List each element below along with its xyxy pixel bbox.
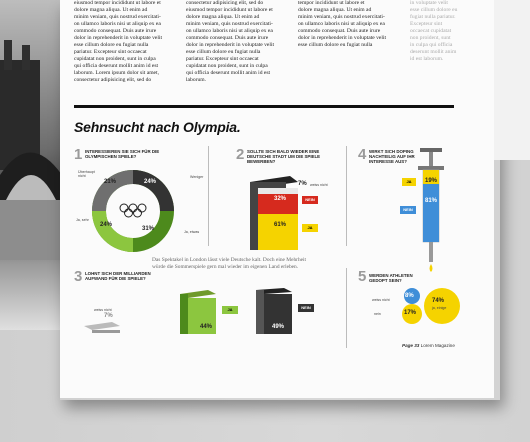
body-text-line: non proident, sunt [410, 35, 451, 41]
tag-nein-4: NEIN [400, 206, 416, 214]
section-rule [74, 105, 454, 108]
magazine-page [60, 0, 494, 398]
caption-line: Das Spektakel in London lässt viele Deutsche kalt. Doch eine Mehrheit [152, 257, 307, 263]
body-text-line: cupidatat non proident, sunt in culpa [74, 56, 156, 62]
text-column-1 [74, 0, 174, 84]
body-text-line: esse cillum dolore eu fugiat nulla [74, 42, 149, 48]
body-text-line: commodo consequat. Duis aute irure [298, 28, 381, 34]
divider [208, 146, 209, 246]
body-text-line: laborum. Lorem ipsum dolor sit amet, [74, 70, 159, 76]
question-1: INTERESSIEREN SIE SICH FÜR DIE OLYMPISCHEN SPIELE? [85, 149, 160, 160]
body-text-line: esse cillum dolore eu fugiat nulla [298, 42, 373, 48]
magazine-name: Lorem Magazine [420, 343, 455, 348]
text-column-4 [410, 0, 480, 63]
body-text-line: eiusmod tempor incididunt ut labore et [74, 0, 161, 6]
bridge-photo [0, 0, 62, 330]
body-text-line: eiusmod tempor incididunt ut labore et [186, 7, 273, 13]
label-weiss-nicht-2: weiss nicht [310, 183, 328, 187]
body-text-line: pariatur. Excepteur sint occaecat [186, 56, 259, 62]
label-nein-5: nein [374, 312, 381, 316]
divider [346, 146, 347, 246]
body-text-line: on ullamco laboris nisi ut aliquip ex ea [298, 21, 385, 27]
tag-ja-4: JA [402, 178, 416, 186]
value-19: 19% [425, 178, 438, 184]
body-text-line: qui officia deserunt mollit anim id est [74, 63, 159, 69]
value-7: 7% [298, 181, 307, 187]
body-text-line: dolor in reprehenderit in voluptate velit [186, 42, 275, 48]
body-text-line: id est laborum. [410, 56, 444, 62]
body-text-line: minim veniam, quis nostrud exercitati- [74, 14, 161, 20]
syringe-needle [429, 242, 433, 262]
section-number-5: 5 [358, 268, 367, 285]
tag-ja-3-label: JA [227, 307, 233, 312]
body-text-line: esse cillum dolore eu [410, 7, 458, 13]
question-5: WERDEN ATHLETEN GEDOPT SEIN? [369, 273, 413, 284]
value-24a: 24% [144, 179, 157, 185]
question-4: WIRKT SICH DOPING NACHTEILIG AUF IHR INTERESSE AUS? [369, 149, 415, 165]
page-number: Page 33 [402, 343, 420, 348]
body-text-line: qui officia deserunt mollit anim id est [186, 70, 271, 76]
body-text-line: Excepteur sint [410, 21, 443, 27]
section-number-2: 2 [236, 146, 245, 163]
value-44: 44% [200, 324, 213, 330]
bubble-chart [392, 284, 462, 330]
box-green-side [180, 294, 188, 334]
body-text-line: tempor incididunt ut labore et [298, 0, 365, 6]
section-number-1: 1 [74, 146, 83, 163]
caption [152, 257, 422, 271]
body-text-line: dolor in reprehenderit in voluptate velit [298, 35, 387, 41]
question-2: SOLLTE SICH BALD WIEDER EINE DEUTSCHE STADT UM DIE SPIELE BEWERBEN? [247, 149, 321, 165]
bridge-silhouette [0, 0, 62, 330]
value-17: 17% [404, 310, 417, 316]
value-61: 61% [274, 222, 287, 228]
value-32: 32% [274, 196, 287, 202]
body-text-line: cupidatat non proident, sunt in culpa [186, 63, 268, 69]
value-81: 81% [425, 198, 438, 204]
section-number-4: 4 [358, 146, 367, 163]
label-ja-sehr: Ja, sehr [76, 218, 89, 222]
box-chart-2 [246, 172, 346, 252]
section-number-3: 3 [74, 268, 83, 285]
body-text-line: dolore magna aliqua. Ut enim ad [298, 7, 372, 13]
box-segment-ja [258, 214, 298, 250]
body-text-line: dolor in reprehenderit in voluptate velit [74, 35, 163, 41]
drop-icon [430, 264, 433, 272]
divider [346, 268, 347, 348]
tag-nein-3-label: NEIN [301, 305, 311, 310]
box-chart-3 [176, 288, 316, 338]
syringe-grip [418, 166, 444, 170]
headline: Sehnsucht nach Olympia. [74, 119, 241, 135]
syringe-plunger-top [420, 148, 442, 152]
body-text-line: laborum. [186, 77, 207, 83]
label-ja-einige: ja, einige [432, 306, 447, 310]
body-text-line: occaecat cupidatat [410, 28, 452, 34]
text-column-3 [298, 0, 398, 49]
body-text-line: in culpa qui officia [410, 42, 453, 48]
tag-ja-2-label: JA [307, 225, 313, 230]
body-text-line: commodo consequat. Duis aute irure [74, 28, 157, 34]
body-text-line: on ullamco laboris nisi ut aliquip ex ea [74, 21, 161, 27]
label-weniger: Weniger [190, 175, 204, 179]
box-dark-side [256, 290, 264, 334]
value-8: 8% [405, 293, 414, 299]
label-ja-etwas: Ja, etwas [184, 230, 200, 234]
box-top-weiss-nicht [258, 188, 298, 194]
tag-nein-2-label: NEIN [305, 197, 315, 202]
olympic-rings-icon [120, 204, 146, 217]
body-text-line: esse cillum dolore eu fugiat nulla [186, 49, 261, 55]
question-3: LOHNT SICH DER MILLIARDEN AUFWAND FÜR DIE SPIELE? [85, 271, 151, 282]
value-7b: 7% [104, 313, 113, 319]
body-text-line: in voluptate velit [410, 0, 448, 6]
donut-segment-green [99, 211, 133, 245]
label-weiss-nicht-5: weiss nicht [372, 298, 390, 302]
body-text-line: dolore magna aliqua. Ut enim ad [74, 7, 148, 13]
value-74: 74% [432, 298, 445, 304]
body-text-line: dolore magna aliqua. Ut enim ad [186, 14, 260, 20]
body-text-line: fugiat nulla pariatur. [410, 14, 456, 20]
syringe-segment-nein [423, 184, 439, 242]
donut-chart [88, 166, 178, 256]
label-weiss-nicht-3: weiss nicht [94, 308, 112, 312]
body-text-line: minim veniam, quis nostrud exercitati- [186, 21, 273, 27]
body-text-line: pariatur. Excepteur sint occaecat [74, 49, 147, 55]
value-24b: 24% [100, 222, 113, 228]
value-21: 21% [104, 179, 117, 185]
syringe-plunger [429, 152, 433, 166]
flat-box-icon [82, 320, 122, 334]
body-text-line: commodo consequat. Duis aute irure [186, 35, 269, 41]
body-text-line: consectetur adipisicing elit, sed do [186, 0, 264, 6]
page-footer [402, 343, 455, 348]
body-text-line: deserunt mollit anim [410, 49, 457, 55]
caption-line: würde die Sommerspiele gern mal wieder im eigenen Land erleben. [152, 264, 299, 270]
body-text-line: consectetur adipisicing elit, sed do [74, 77, 152, 83]
syringe-chart [414, 148, 448, 274]
value-31: 31% [142, 226, 155, 232]
label-ueberhaupt-nicht: Überhaupt nicht [78, 170, 95, 178]
value-49: 49% [272, 324, 285, 330]
body-text-line: on ullamco laboris nisi ut aliquip ex ea [186, 28, 273, 34]
body-text-line: minim veniam, quis nostrud exercitati- [298, 14, 385, 20]
text-column-2 [186, 0, 286, 84]
right-page-edge [494, 0, 530, 160]
